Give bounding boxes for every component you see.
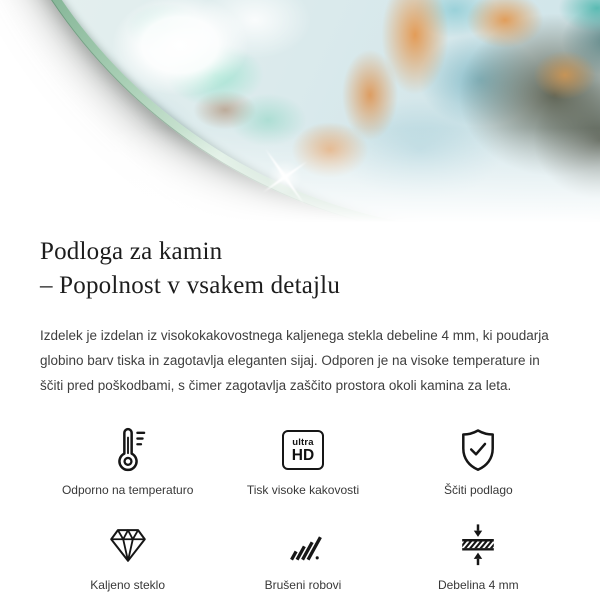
title-line-2: – Popolnost v vsakem detajlu [40,272,341,299]
feature-label: Brušeni robovi [264,578,342,592]
feature-label: Ščiti podlago [443,483,513,497]
title-line-1: Podloga za kamin [40,238,223,265]
thickness-icon [455,522,501,568]
feature-item [391,519,566,592]
thermometer-icon [103,425,153,475]
diamond-icon [105,522,151,568]
product-description: Izdelek je izdelan iz visokokakovostnega kaljenega stekla debeline 4 mm, ki poudarja globino barv tiska in zagotavlja eleganten sijaj. Odporen je na visoke temperature in ščiti pred poškodbami, s čimer zagotavlja zaščito prostora okoli kamina za leta. [40,328,549,393]
page-title [40,235,566,303]
feature-label: Odporno na temperaturo [61,483,194,497]
polished-edges-icon [281,523,325,567]
feature-item [40,424,215,497]
ultra-hd-badge-bottom: HD [291,447,315,464]
ultra-hd-icon [282,430,324,470]
feature-grid [40,424,566,592]
fade-overlay [0,128,600,233]
ultra-hd-badge-top: ultra [292,436,314,448]
feature-item [40,519,215,592]
content-area [0,233,600,592]
shield-check-icon [454,426,502,474]
feature-label: Kaljeno steklo [90,578,166,592]
feature-item [215,424,390,497]
feature-item [215,519,390,592]
feature-label: Tisk visoke kakovosti [246,483,360,497]
feature-item [391,424,566,497]
product-image [0,0,600,233]
feature-label: Debelina 4 mm [437,578,519,592]
